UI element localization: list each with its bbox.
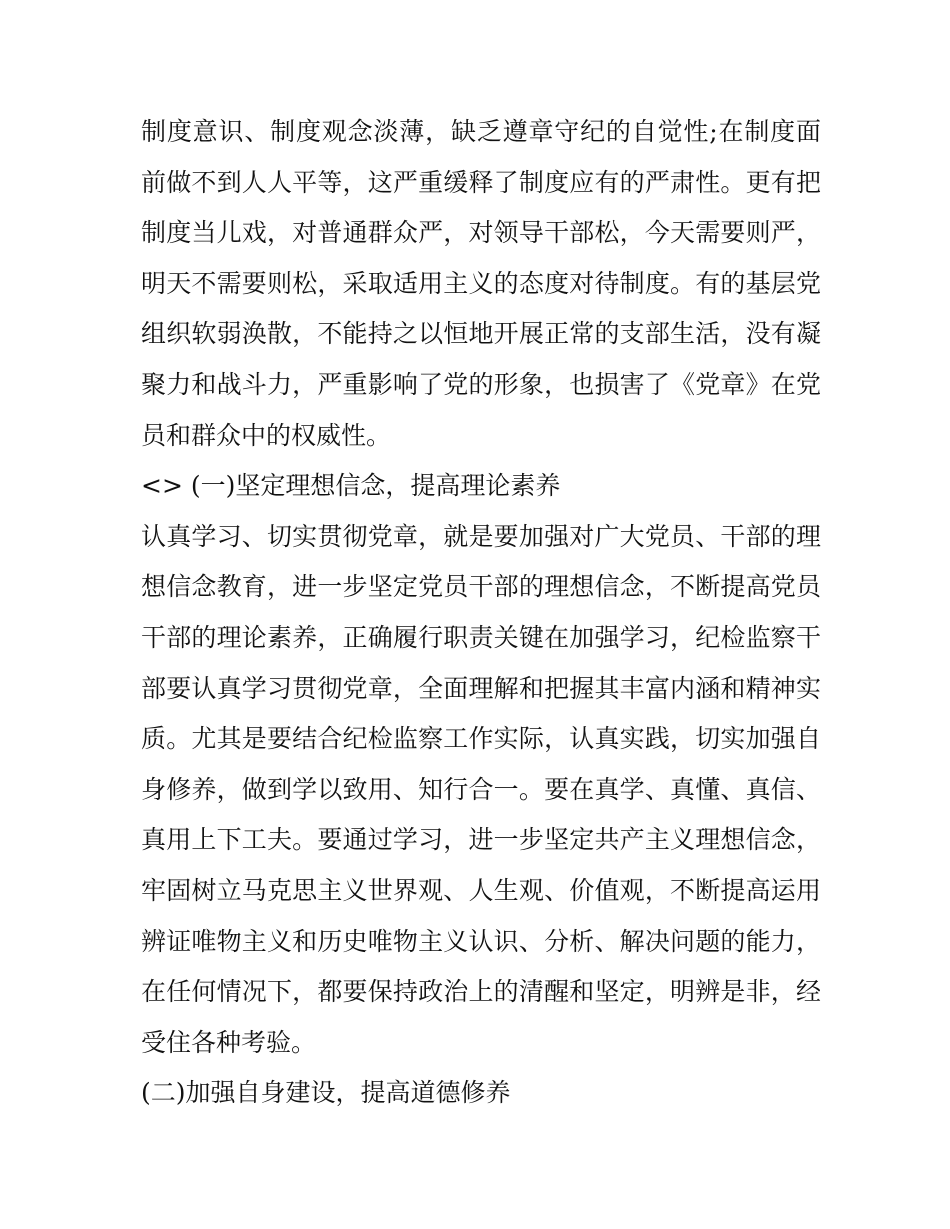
- section-heading-1: <> (一)坚定理想信念，提高理论素养: [141, 471, 561, 501]
- section-heading-2: (二)加强自身建设，提高道德修养: [141, 1078, 511, 1108]
- document-body: [141, 107, 821, 1119]
- body-paragraph-2: 认真学习、切实贯彻党章，就是要加强对广大党员、干部的理想信念教育，进一步坚定党员干部的理想信念，不断提高党员干部的理论素养，正确履行职责关键在加强学习，纪检监察干部要认真学习贯彻党章，全面理解和把握其丰富内涵和精神实质。尤其是要结合纪检监察工作实际，认真实践，切实加强自身修养，做到学以致用、知行合一。要在真学、真懂、真信、真用上下工夫。要通过学习，进一步坚定共产主义理想信念，牢固树立马克思主义世界观、人生观、价值观，不断提高运用辨证唯物主义和历史唯物主义认识、分析、解决问题的能力，在任何情况下，都要保持政治上的清醒和坚定，明辨是非，经受住各种考验。: [141, 521, 821, 1057]
- body-paragraph-1: 制度意识、制度观念淡薄，缺乏遵章守纪的自觉性;在制度面前做不到人人平等，这严重缓释了制度应有的严肃性。更有把制度当儿戏，对普通群众严，对领导干部松，今天需要则严，明天不需要则松，采取适用主义的态度对待制度。有的基层党组织软弱涣散，不能持之以恒地开展正常的支部生活，没有凝聚力和战斗力，严重影响了党的形象，也损害了《党章》在党员和群众中的权威性。: [141, 117, 821, 450]
